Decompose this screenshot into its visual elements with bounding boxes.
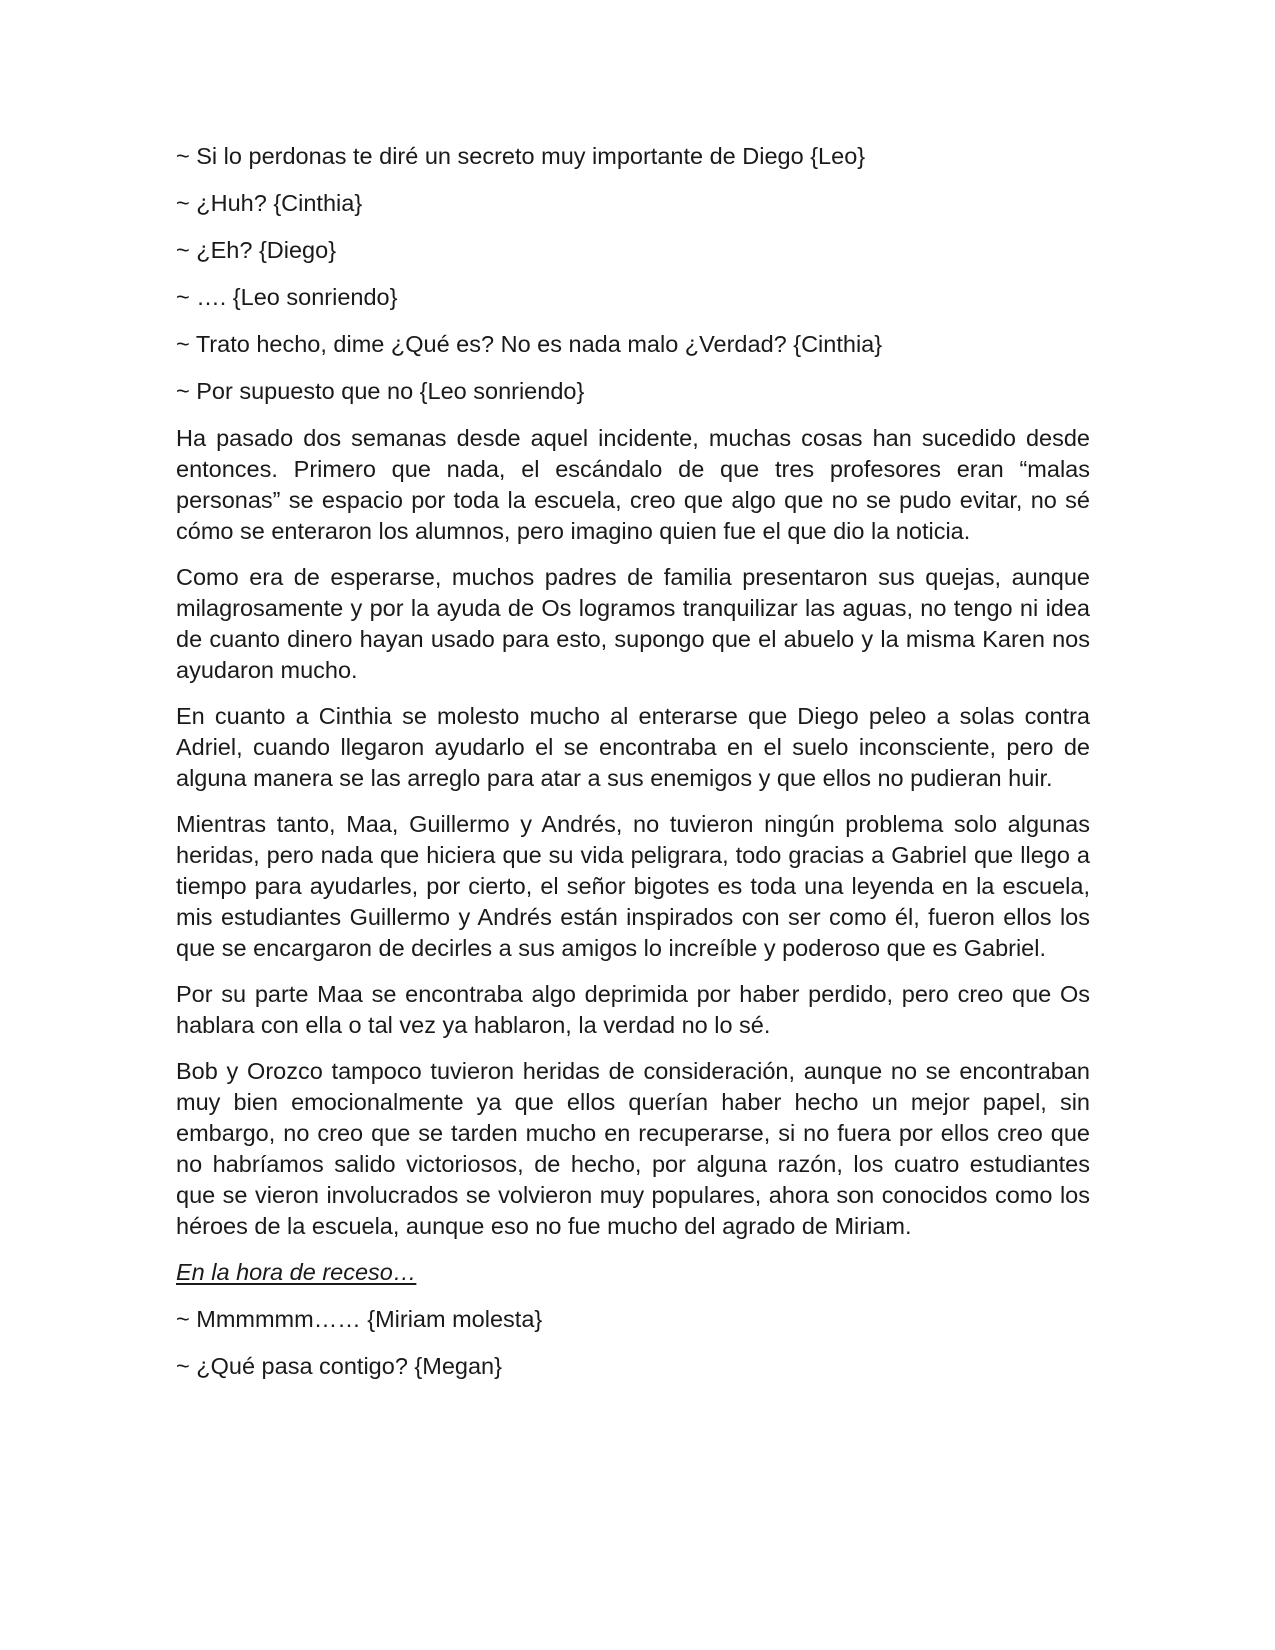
narrative-paragraph: Mientras tanto, Maa, Guillermo y Andrés, no tuvieron ningún problema solo algunas heridas, pero nada que hiciera que su vida peligrara, todo gracias a Gabriel que llego a tiempo para ayudarles, por cierto, el señor bigotes es toda una leyenda en la escuela, mis estudiantes Guillermo y Andrés están inspirados con ser como él, fueron ellos los que se encargaron de decirles a sus amigos lo increíble y poderoso que es Gabriel. [176,811,1090,961]
dialogue-line: ~ …. {Leo sonriendo} [176,284,398,310]
scene-heading: En la hora de receso… [176,1259,417,1285]
dialogue-line: ~ Si lo perdonas te diré un secreto muy importante de Diego {Leo} [176,143,866,169]
document-page [176,141,1090,1398]
dialogue-line: ~ ¿Huh? {Cinthia} [176,190,363,216]
dialogue-line: ~ ¿Qué pasa contigo? {Megan} [176,1353,502,1379]
dialogue-line: ~ Por supuesto que no {Leo sonriendo} [176,378,585,404]
dialogue-line: ~ Trato hecho, dime ¿Qué es? No es nada malo ¿Verdad? {Cinthia} [176,331,883,357]
narrative-paragraph: Ha pasado dos semanas desde aquel incidente, muchas cosas han sucedido desde entonces. Primero que nada, el escándalo de que tres profesores eran “malas personas” se espacio por toda la escuela, creo que algo que no se pudo evitar, no sé cómo se enteraron los alumnos, pero imagino quien fue el que dio la noticia. [176,425,1090,544]
dialogue-line: ~ Mmmmmm…… {Miriam molesta} [176,1306,543,1332]
narrative-paragraph: En cuanto a Cinthia se molesto mucho al enterarse que Diego peleo a solas contra Adriel, cuando llegaron ayudarlo el se encontraba en el suelo inconsciente, pero de alguna manera se las arreglo para atar a sus enemigos y que ellos no pudieran huir. [176,703,1090,791]
narrative-paragraph: Bob y Orozco tampoco tuvieron heridas de consideración, aunque no se encontraban muy bien emocionalmente ya que ellos querían haber hecho un mejor papel, sin embargo, no creo que se tarden mucho en recuperarse, si no fuera por ellos creo que no habríamos salido victoriosos, de hecho, por alguna razón, los cuatro estudiantes que se vieron involucrados se volvieron muy populares, ahora son conocidos como los héroes de la escuela, aunque eso no fue mucho del agrado de Miriam. [176,1058,1090,1239]
narrative-paragraph: Por su parte Maa se encontraba algo deprimida por haber perdido, pero creo que Os hablara con ella o tal vez ya hablaron, la verdad no lo sé. [176,981,1090,1038]
dialogue-line: ~ ¿Eh? {Diego} [176,237,337,263]
narrative-paragraph: Como era de esperarse, muchos padres de familia presentaron sus quejas, aunque milagrosamente y por la ayuda de Os logramos tranquilizar las aguas, no tengo ni idea de cuanto dinero hayan usado para esto, supongo que el abuelo y la misma Karen nos ayudaron mucho. [176,564,1090,683]
